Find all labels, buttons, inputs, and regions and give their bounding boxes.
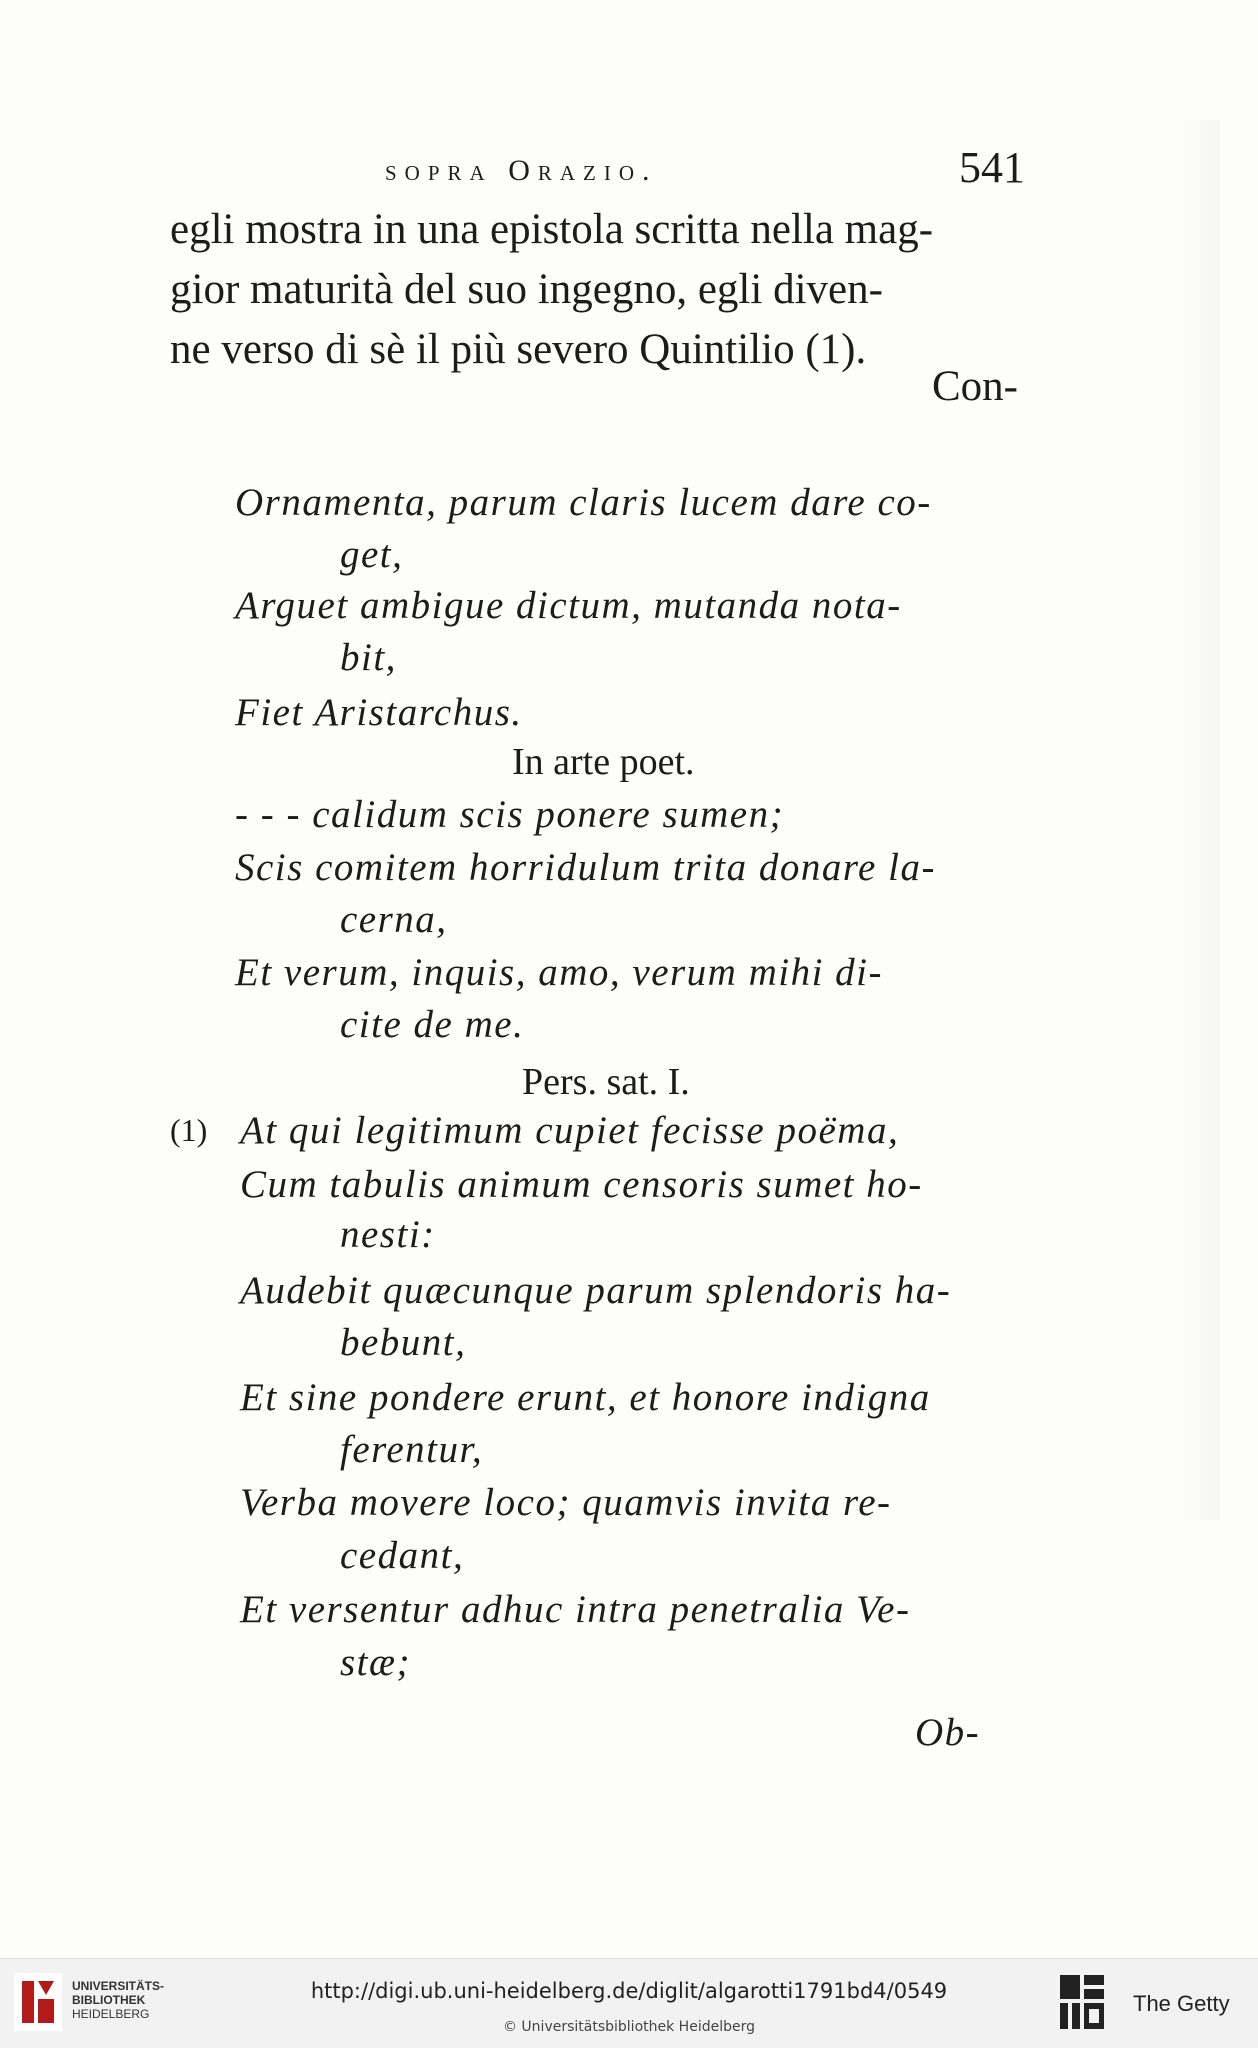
- verse-line: cerna,: [340, 898, 448, 941]
- source-citation: Pers. sat. I.: [522, 1061, 690, 1103]
- verse-line: Arguet ambigue dictum, mutanda nota-: [235, 584, 902, 627]
- verse-line: Et versentur adhuc intra penetralia Ve-: [240, 1588, 911, 1631]
- source-citation: In arte poet.: [512, 741, 695, 783]
- main-text: [170, 200, 1030, 380]
- page-number: 541: [959, 143, 1025, 192]
- verse-line: bebunt,: [340, 1321, 467, 1364]
- bleed-through-shadow: [1180, 120, 1220, 1520]
- verse-line: Cum tabulis animum censoris sumet ho-: [240, 1163, 923, 1206]
- copyright-notice: © Universitätsbibliothek Heidelberg: [502, 2019, 755, 2035]
- getty-name: The Getty: [1133, 1991, 1230, 2016]
- text-line: egli mostra in una epistola scritta nella mag-: [170, 206, 934, 253]
- verse-line: Ornamenta, parum claris lucem dare co-: [235, 481, 932, 524]
- footnote-marker: (1): [170, 1112, 208, 1148]
- running-title: sopra Orazio.: [385, 154, 658, 187]
- institution-line: BIBLIOTHEK: [72, 1993, 146, 2007]
- page-header: [385, 142, 1025, 202]
- verse-line: - - - calidum scis ponere sumen;: [235, 793, 785, 836]
- text-line: gior maturità del suo ingegno, egli diven-: [170, 266, 883, 313]
- verse-line: Scis comitem horridulum trita donare la-: [235, 846, 936, 889]
- verse-line: cedant,: [340, 1534, 465, 1577]
- verse-line: Audebit quæcunque parum splendoris ha-: [240, 1269, 952, 1312]
- institution-line: HEIDELBERG: [72, 2007, 150, 2021]
- permalink-url[interactable]: http://digi.ub.uni-heidelberg.de/diglit/algarotti1791bd4/0549: [310, 1979, 948, 2003]
- verse-line: get,: [340, 533, 404, 576]
- catchword: Ob-: [915, 1711, 981, 1754]
- verse-line: Et sine pondere erunt, et honore indigna: [240, 1376, 931, 1419]
- verse-line: At qui legitimum cupiet fecisse poëma,: [240, 1109, 900, 1152]
- verse-line: Fiet Aristarchus.: [235, 691, 523, 734]
- verse-line: nesti:: [340, 1213, 436, 1256]
- institution-line: UNIVERSITÄTS-: [72, 1979, 165, 1993]
- verse-line: cite de me.: [340, 1003, 525, 1046]
- verse-line: ferentur,: [340, 1428, 484, 1471]
- verse-line: Verba movere loco; quamvis invita re-: [240, 1481, 892, 1524]
- verse-line: bit,: [340, 636, 397, 679]
- catchword: Con-: [932, 363, 1018, 410]
- getty-logo-icon[interactable]: [1058, 1973, 1108, 2033]
- verse-line: stæ;: [340, 1641, 412, 1684]
- verse-line: Et verum, inquis, amo, verum mihi di-: [235, 951, 884, 994]
- viewer-footer: [0, 1958, 1258, 2048]
- text-line: ne verso di sè il più severo Quintilio (1).: [170, 326, 867, 373]
